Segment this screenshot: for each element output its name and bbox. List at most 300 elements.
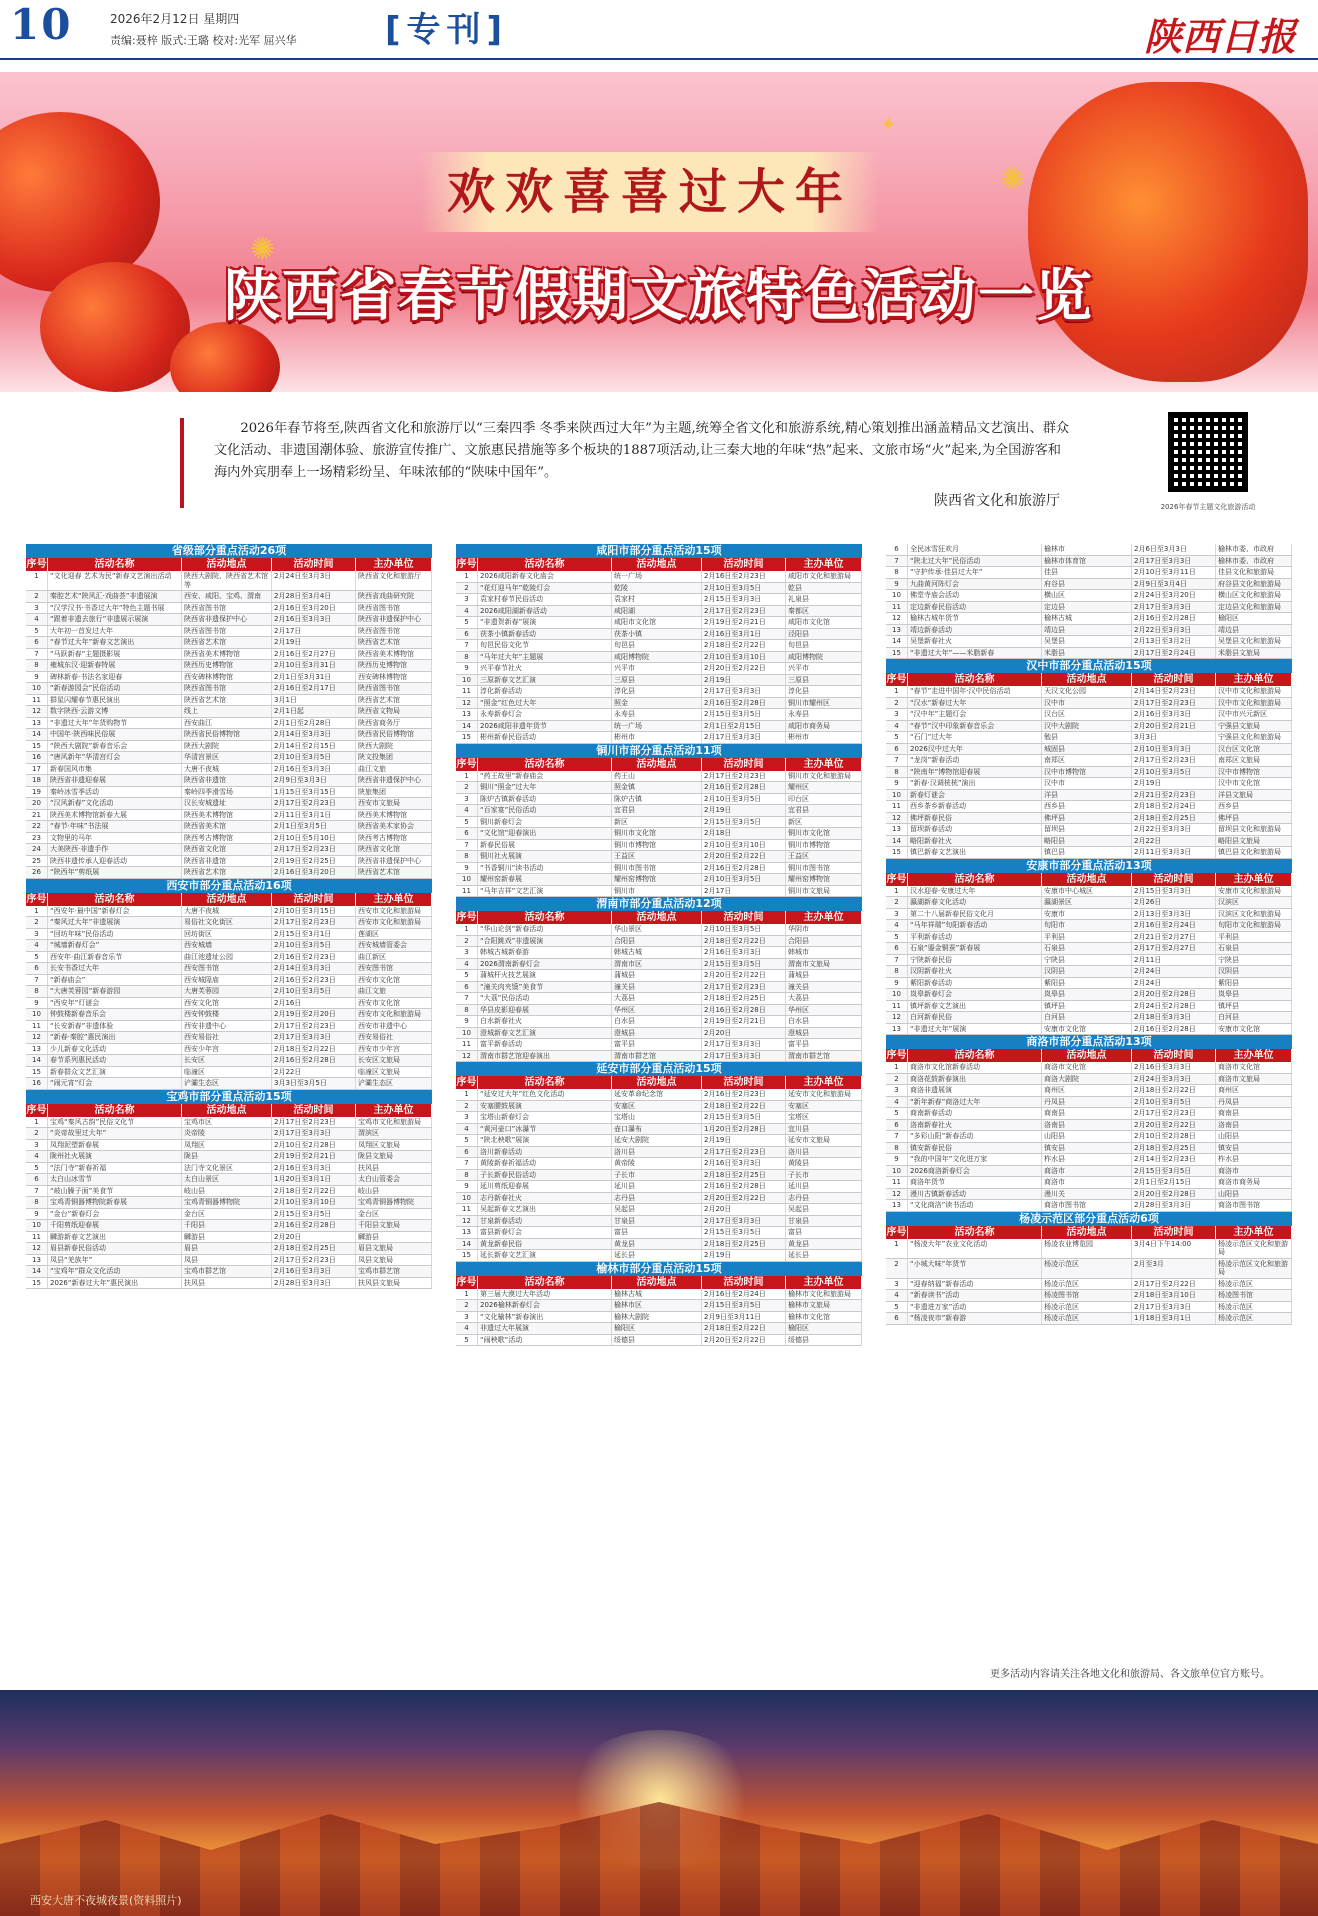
cell-name: 全民冰雪狂欢月 (908, 544, 1042, 555)
table-row (456, 1028, 862, 1040)
cell-place: 安康市中心城区 (1042, 886, 1132, 897)
table-row (886, 625, 1292, 637)
cell-time: 2月17日 (702, 886, 786, 897)
cell-no: 5 (26, 952, 48, 963)
table-row (886, 1302, 1292, 1314)
cell-no: 10 (26, 1009, 48, 1020)
cell-name: “陕西大剧院”新春音乐会 (48, 741, 182, 752)
cell-time: 2月19日至2月25日 (272, 856, 356, 867)
cell-place: 杨凌示范区 (1042, 1313, 1132, 1324)
cell-time: 2月20日 (702, 1204, 786, 1215)
cell-name: “汉水”新春过大年 (908, 698, 1042, 709)
cell-place: 乾陵 (612, 583, 702, 594)
table-row (456, 886, 862, 898)
cell-name: 三原新春文艺汇演 (478, 675, 612, 686)
cell-time: 2月10日至3月5日 (702, 583, 786, 594)
cell-time: 2月20日至2月22日 (702, 851, 786, 862)
cell-time: 2月17日至3月3日 (272, 1032, 356, 1043)
cell-no: 8 (456, 1170, 478, 1181)
cell-no: 8 (886, 767, 908, 778)
cell-place: 大唐芙蓉园 (182, 986, 272, 997)
table-row (26, 963, 432, 975)
cell-time: 2月19日至2月21日 (702, 1016, 786, 1027)
cell-org: 吴起县 (786, 1204, 862, 1215)
cell-name: 吴起新春文艺演出 (478, 1204, 612, 1215)
cell-no: 6 (26, 1174, 48, 1185)
cell-time: 2月16日至2月23日 (272, 952, 356, 963)
cell-name: 佛坪新春民俗 (908, 813, 1042, 824)
cell-org: 宁强县文旅局 (1216, 721, 1292, 732)
cell-place: 商州区 (1042, 1085, 1132, 1096)
cell-org: 商洛市 (1216, 1166, 1292, 1177)
cell-org: 榆林市文化和旅游局 (786, 1289, 862, 1300)
cell-time: 2月15日至3月5日 (702, 1300, 786, 1311)
cell-name: “文化商洛”读书活动 (908, 1200, 1042, 1211)
table-row (886, 556, 1292, 568)
cell-place: 西安城墙 (182, 940, 272, 951)
cell-name: 岚皋新春灯会 (908, 989, 1042, 1000)
table-row (26, 683, 432, 695)
section-tongchuan (456, 744, 862, 898)
cell-org: 三原县 (786, 675, 862, 686)
cell-name: “马年吉祥”文艺汇演 (478, 886, 612, 897)
cell-time: 2月16日至2月28日 (702, 782, 786, 793)
table-row (26, 929, 432, 941)
cell-name: “延安过大年”红色文化活动 (478, 1089, 612, 1100)
cell-time: 2月17日至3月3日 (702, 1051, 786, 1062)
cell-org: 陕西省非遗保护中心 (356, 614, 432, 625)
cell-place: 汉台区 (1042, 709, 1132, 720)
cell-no: 12 (886, 1012, 908, 1023)
cell-place: 商洛大剧院 (1042, 1074, 1132, 1085)
cell-place: 榆阳区 (612, 1323, 702, 1334)
cell-name: “汉中年”主题灯会 (908, 709, 1042, 720)
cell-name: “岐山臊子面”美食节 (48, 1186, 182, 1197)
cell-no: 16 (26, 1078, 48, 1089)
cell-place: 西安非遗中心 (182, 1021, 272, 1032)
section-title-bar: 延安市部分重点活动15项 (456, 1062, 862, 1076)
column-header-org: 主办单位 (356, 1104, 432, 1117)
cell-place: 三原县 (612, 675, 702, 686)
qr-code-icon[interactable] (1168, 412, 1248, 492)
cell-name: “金台”新春灯会 (48, 1209, 182, 1220)
cell-name: 雍城东汉·迎新春特展 (48, 660, 182, 671)
cell-name: 延川剪纸迎春展 (478, 1181, 612, 1192)
section-title-bar: 宝鸡市部分重点活动15项 (26, 1090, 432, 1104)
table-row (26, 1209, 432, 1221)
cell-time: 2月16日至2月28日 (702, 863, 786, 874)
cell-no: 3 (26, 929, 48, 940)
cell-org: 眉县文旅局 (356, 1243, 432, 1254)
cell-org: 合阳县 (786, 936, 862, 947)
column-header-time: 活动时间 (1132, 1226, 1216, 1239)
cell-name: 商洛花鼓新春演出 (908, 1074, 1042, 1085)
cell-no: 5 (456, 970, 478, 981)
cell-time: 1月20日至3月1日 (272, 1174, 356, 1185)
table-row (886, 1143, 1292, 1155)
cell-name: “新春·秦腔”惠民演出 (48, 1032, 182, 1043)
cell-place: 合阳县 (612, 936, 702, 947)
cell-name: 秦岭冰雪季活动 (48, 787, 182, 798)
table-row (886, 824, 1292, 836)
cell-time: 2月16日至2月23日 (702, 571, 786, 582)
cell-name: 长安书香过大年 (48, 963, 182, 974)
table-row (456, 1335, 862, 1347)
table-row (456, 993, 862, 1005)
cell-name: 渭南市群艺馆迎春演出 (478, 1051, 612, 1062)
table-row (886, 590, 1292, 602)
table-row (886, 847, 1292, 859)
table-row (26, 1174, 432, 1186)
cell-no: 7 (456, 1158, 478, 1169)
cell-place: 陕西历史博物馆 (182, 660, 272, 671)
cell-place: 商洛市 (1042, 1177, 1132, 1188)
cell-org: 陕西省非遗保护中心 (356, 775, 432, 786)
column-middle (456, 544, 862, 1346)
column-header-no: 序号 (456, 912, 477, 923)
cell-no: 14 (886, 636, 908, 647)
cell-name: 商南新春活动 (908, 1108, 1042, 1119)
cell-org: 镇坪县 (1216, 1001, 1292, 1012)
cell-org: 金台区 (356, 1209, 432, 1220)
table-row (886, 1024, 1292, 1036)
cell-place: 渭南市群艺馆 (612, 1051, 702, 1062)
cell-time: 2月16日至3月20日 (272, 867, 356, 878)
cell-place: 瀛湖景区 (1042, 897, 1132, 908)
cell-no: 10 (26, 683, 48, 694)
cell-place: 凤县 (182, 1255, 272, 1266)
cell-time: 2月1日至2月28日 (272, 718, 356, 729)
column-header-name: 活动名称 (478, 1276, 612, 1289)
cell-name: 镇安新春民俗 (908, 1143, 1042, 1154)
cell-name: “百家宴”民俗活动 (478, 805, 612, 816)
cell-place: 曲江池遗址公园 (182, 952, 272, 963)
column-header-time: 活动时间 (1132, 1049, 1216, 1062)
cell-org: 陕西省艺术馆 (356, 637, 432, 648)
table-row (26, 1151, 432, 1163)
cell-place: 商洛市 (1042, 1166, 1132, 1177)
column-header-name: 活动名称 (908, 873, 1042, 886)
cell-place: 照金镇 (612, 782, 702, 793)
table-row (456, 970, 862, 982)
cell-place: 华州区 (612, 1005, 702, 1016)
table-row (456, 1323, 862, 1335)
column-header-name: 活动名称 (48, 1104, 182, 1117)
cell-time: 2月17日至2月23日 (702, 982, 786, 993)
cell-no: 1 (886, 886, 908, 897)
cell-name: 2026榆林新春灯会 (478, 1300, 612, 1311)
cell-no: 11 (456, 1039, 478, 1050)
cell-time: 2月15日至3月1日 (272, 929, 356, 940)
cell-org: 曲江文旅 (356, 764, 432, 775)
cell-place: 陕西省非遗保护中心 (182, 614, 272, 625)
column-header-org: 主办单位 (786, 1076, 862, 1089)
table-row (26, 1232, 432, 1244)
cell-time: 2月18日至3月10日 (1132, 1290, 1216, 1301)
cell-time: 3月1日 (272, 695, 356, 706)
cell-time: 2月9日至3月11日 (702, 1312, 786, 1323)
cell-name: 眉县新春民俗活动 (48, 1243, 182, 1254)
section-title-bar: 渭南市部分重点活动12项 (456, 897, 862, 911)
cell-place: 镇安县 (1042, 1143, 1132, 1154)
cell-place: 杨凌示范区 (1042, 1259, 1132, 1278)
cell-no: 13 (456, 1227, 478, 1238)
cell-org: 洋县文旅局 (1216, 790, 1292, 801)
cell-name: “陕南年”博物馆迎春展 (908, 767, 1042, 778)
cell-place: 漫川关 (1042, 1189, 1132, 1200)
cell-no: 3 (886, 1279, 908, 1290)
cell-name: “春节”走进中国年·汉中民俗活动 (908, 686, 1042, 697)
cell-org: 铜川市文旅局 (786, 886, 862, 897)
cell-name: 中国年·陕西味民俗展 (48, 729, 182, 740)
cell-org: 西安市文化和旅游局 (356, 1009, 432, 1020)
table-row (456, 1181, 862, 1193)
cell-time: 2月11日至3月1日 (272, 810, 356, 821)
section-baoji (26, 1090, 432, 1290)
cell-name: 新春群众文艺汇演 (48, 1067, 182, 1078)
table-row (456, 1289, 862, 1301)
cell-name: “闹秧歌”活动 (478, 1335, 612, 1346)
cell-place: 法门寺文化景区 (182, 1163, 272, 1174)
cell-time: 2月28日至3月3日 (1132, 1200, 1216, 1211)
cell-time: 2月18日至2月22日 (1132, 1085, 1216, 1096)
cell-no: 13 (886, 1200, 908, 1211)
table-row (456, 863, 862, 875)
cell-org: 延川县 (786, 1181, 862, 1192)
cell-place: 安康市 (1042, 909, 1132, 920)
cell-no: 8 (456, 652, 478, 663)
cell-name: “春节过大年”新春文艺演出 (48, 637, 182, 648)
cell-no: 26 (26, 867, 48, 878)
cell-time: 2月16日至2月28日 (702, 1005, 786, 1016)
palace-roofs (0, 1796, 1318, 1916)
cell-no: 5 (456, 617, 478, 628)
table-row (26, 672, 432, 684)
cell-place: 陕西省文化馆 (182, 844, 272, 855)
cell-no: 6 (26, 637, 48, 648)
cell-place: 白水县 (612, 1016, 702, 1027)
firework-icon: ✺ (1000, 162, 1026, 197)
table-row (26, 637, 432, 649)
table-header (886, 1049, 1292, 1062)
cell-no: 11 (886, 1177, 908, 1188)
cell-name: “杨凌大年”农业文化活动 (908, 1239, 1042, 1258)
table-row (886, 567, 1292, 579)
column-header-time: 活动时间 (702, 1276, 786, 1289)
cell-org: 洛南县 (1216, 1120, 1292, 1131)
cell-name: 平利新春活动 (908, 932, 1042, 943)
cell-place: 宝塔山 (612, 1112, 702, 1123)
cell-place: 志丹县 (612, 1193, 702, 1204)
cell-time: 2月17日至2月23日 (272, 798, 356, 809)
cell-time: 3月3日至3月5日 (272, 1078, 356, 1089)
cell-org: 蒲城县 (786, 970, 862, 981)
table-row (886, 709, 1292, 721)
cell-org: 府谷县文化和旅游局 (1216, 579, 1292, 590)
cell-org: 陕西省图书馆 (356, 626, 432, 637)
cell-name: “书香铜川”读书活动 (478, 863, 612, 874)
column-header-time: 活动时间 (272, 1104, 356, 1117)
cell-time: 2月至3月 (1132, 1259, 1216, 1278)
cell-no: 9 (456, 663, 478, 674)
cell-time: 2月17日至2月23日 (702, 1147, 786, 1158)
cell-org: 山阳县 (1216, 1131, 1292, 1142)
cell-org: 杨凌示范区 (1216, 1279, 1292, 1290)
cell-no: 11 (26, 1232, 48, 1243)
cell-no: 2 (26, 1128, 48, 1139)
cell-place: 照金 (612, 698, 702, 709)
cell-name: 留坝新春活动 (908, 824, 1042, 835)
cell-name: 文物里的马年 (48, 833, 182, 844)
cell-place: 柞水县 (1042, 1154, 1132, 1165)
cell-place: 西安文化馆 (182, 998, 272, 1009)
column-header-place: 活动地点 (612, 1076, 702, 1089)
cell-no: 4 (26, 940, 48, 951)
cell-name: “非遗过大年”年货购物节 (48, 718, 182, 729)
cell-org: 镇安县 (1216, 1143, 1292, 1154)
table-row (456, 583, 862, 595)
table-row (886, 1001, 1292, 1013)
cell-org: 西安易俗社 (356, 1032, 432, 1043)
table-row (886, 613, 1292, 625)
table-row (26, 986, 432, 998)
cell-time: 2月17日至3月3日 (1132, 1302, 1216, 1313)
cell-time: 2月18日至2月25日 (702, 1239, 786, 1250)
cell-place: 西乡县 (1042, 801, 1132, 812)
section-title-bar: 铜川市部分重点活动11项 (456, 744, 862, 758)
cell-name: 宝鸡“秦风古韵”民俗文化节 (48, 1117, 182, 1128)
cell-no: 1 (26, 906, 48, 917)
cell-place: 袁家村 (612, 594, 702, 605)
cell-time: 2月21日至2月27日 (1132, 932, 1216, 943)
cell-no: 1 (456, 924, 478, 935)
column-header-time: 活动时间 (702, 558, 786, 571)
cell-no: 15 (456, 732, 478, 743)
cell-org: 西安市文化和旅游局 (356, 906, 432, 917)
cell-place: 黄帝陵 (612, 1158, 702, 1169)
table-row (26, 1278, 432, 1290)
cell-name: “大荔”民俗活动 (478, 993, 612, 1004)
cell-name: 永寿新春灯会 (478, 709, 612, 720)
cell-name: 麟游新春文艺演出 (48, 1232, 182, 1243)
cell-name: 定边新春民俗活动 (908, 602, 1042, 613)
table-row (886, 1200, 1292, 1212)
page-headline: 陕西省春节假期文旅特色活动一览 (224, 264, 1094, 329)
table-row (456, 640, 862, 652)
cell-org: 陕西美术博物馆 (356, 810, 432, 821)
table-row (26, 603, 432, 615)
cell-time: 2月18日至2月24日 (1132, 801, 1216, 812)
table-row (26, 1117, 432, 1129)
cell-time: 2月24日至2月28日 (1132, 1001, 1216, 1012)
cell-name: 洛川新春活动 (478, 1147, 612, 1158)
cell-place: 华清宫景区 (182, 752, 272, 763)
cell-place: 秦岭四季滑雪场 (182, 787, 272, 798)
cell-name: “汉风新春”文化活动 (48, 798, 182, 809)
cell-time: 2月10日至3月5日 (272, 940, 356, 951)
cell-org: 铜川市图书馆 (786, 863, 862, 874)
table-row (26, 1032, 432, 1044)
cell-time: 2月10日至2月28日 (1132, 1131, 1216, 1142)
cell-org: 紫阳县 (1216, 978, 1292, 989)
cell-time: 2月17日至2月23日 (272, 844, 356, 855)
cell-time: 2月20日至2月22日 (702, 1193, 786, 1204)
cell-time: 2月1日至3月5日 (272, 821, 356, 832)
table-row (26, 1197, 432, 1209)
cell-place: 富县 (612, 1227, 702, 1238)
table-header (456, 1276, 862, 1289)
cell-no: 14 (456, 721, 478, 732)
table-row (456, 947, 862, 959)
table-row (456, 629, 862, 641)
cell-name: 靖边新春活动 (908, 625, 1042, 636)
cell-org: 汉阴县 (1216, 966, 1292, 977)
cell-name: 2026“新春过大年”惠民演出 (48, 1278, 182, 1289)
cell-name: 宝鸡青铜器博物院新春展 (48, 1197, 182, 1208)
table-row (26, 798, 432, 810)
cell-org: 汉中市文化和旅游局 (1216, 686, 1292, 697)
cell-place: 黄龙县 (612, 1239, 702, 1250)
cell-time: 2月15日至3月3日 (1132, 886, 1216, 897)
table-row (886, 989, 1292, 1001)
cell-no: 7 (456, 993, 478, 1004)
section-yulin (456, 1262, 862, 1347)
cell-place: 汉中市 (1042, 778, 1132, 789)
cell-time: 2月16日至3月3日 (1132, 1062, 1216, 1073)
cell-time: 2月21日至2月23日 (1132, 790, 1216, 801)
cell-org: 陕西省非遗保护中心 (356, 856, 432, 867)
cell-time: 2月18日至2月22日 (702, 640, 786, 651)
cell-no: 9 (886, 1154, 908, 1165)
cell-org: 留坝县文化和旅游局 (1216, 824, 1292, 835)
cell-place: 商洛市图书馆 (1042, 1200, 1132, 1211)
section-provincial (26, 544, 432, 879)
cell-no: 7 (886, 556, 908, 567)
table-row (886, 602, 1292, 614)
cell-time: 2月18日至2月22日 (272, 1186, 356, 1197)
column-header-name: 活动名称 (48, 558, 182, 571)
cell-place: 靖边县 (1042, 625, 1132, 636)
cell-time: 2月1日起 (272, 706, 356, 717)
masthead (0, 0, 1318, 60)
table-row (26, 998, 432, 1010)
cell-place: 渭南市区 (612, 959, 702, 970)
cell-org: 商洛市商务局 (1216, 1177, 1292, 1188)
cell-org: 汉台区文化馆 (1216, 744, 1292, 755)
table-row (456, 1204, 862, 1216)
table-row (886, 966, 1292, 978)
cell-time: 2月17日至3月3日 (1132, 602, 1216, 613)
cell-org: 咸阳市文化和旅游局 (786, 571, 862, 582)
table-row (886, 1120, 1292, 1132)
cell-time: 2月14日至3月3日 (272, 963, 356, 974)
column-header-no: 序号 (456, 1077, 477, 1088)
cell-no: 20 (26, 798, 48, 809)
cell-no: 9 (886, 579, 908, 590)
column-header-org: 主办单位 (1216, 1226, 1292, 1239)
cell-name: “新春·汉调桄桄”演出 (908, 778, 1042, 789)
cell-org: 兴平市 (786, 663, 862, 674)
column-header-no: 序号 (26, 1104, 47, 1116)
cell-place: 勉县 (1042, 732, 1132, 743)
cell-org: 西安市少年宫 (356, 1044, 432, 1055)
table-row (456, 652, 862, 664)
cell-place: 石泉县 (1042, 943, 1132, 954)
table-row (26, 1186, 432, 1198)
table-row (26, 906, 432, 918)
cell-place: 陕西省非遗馆 (182, 775, 272, 786)
cell-name: 商洛非遗展演 (908, 1085, 1042, 1096)
